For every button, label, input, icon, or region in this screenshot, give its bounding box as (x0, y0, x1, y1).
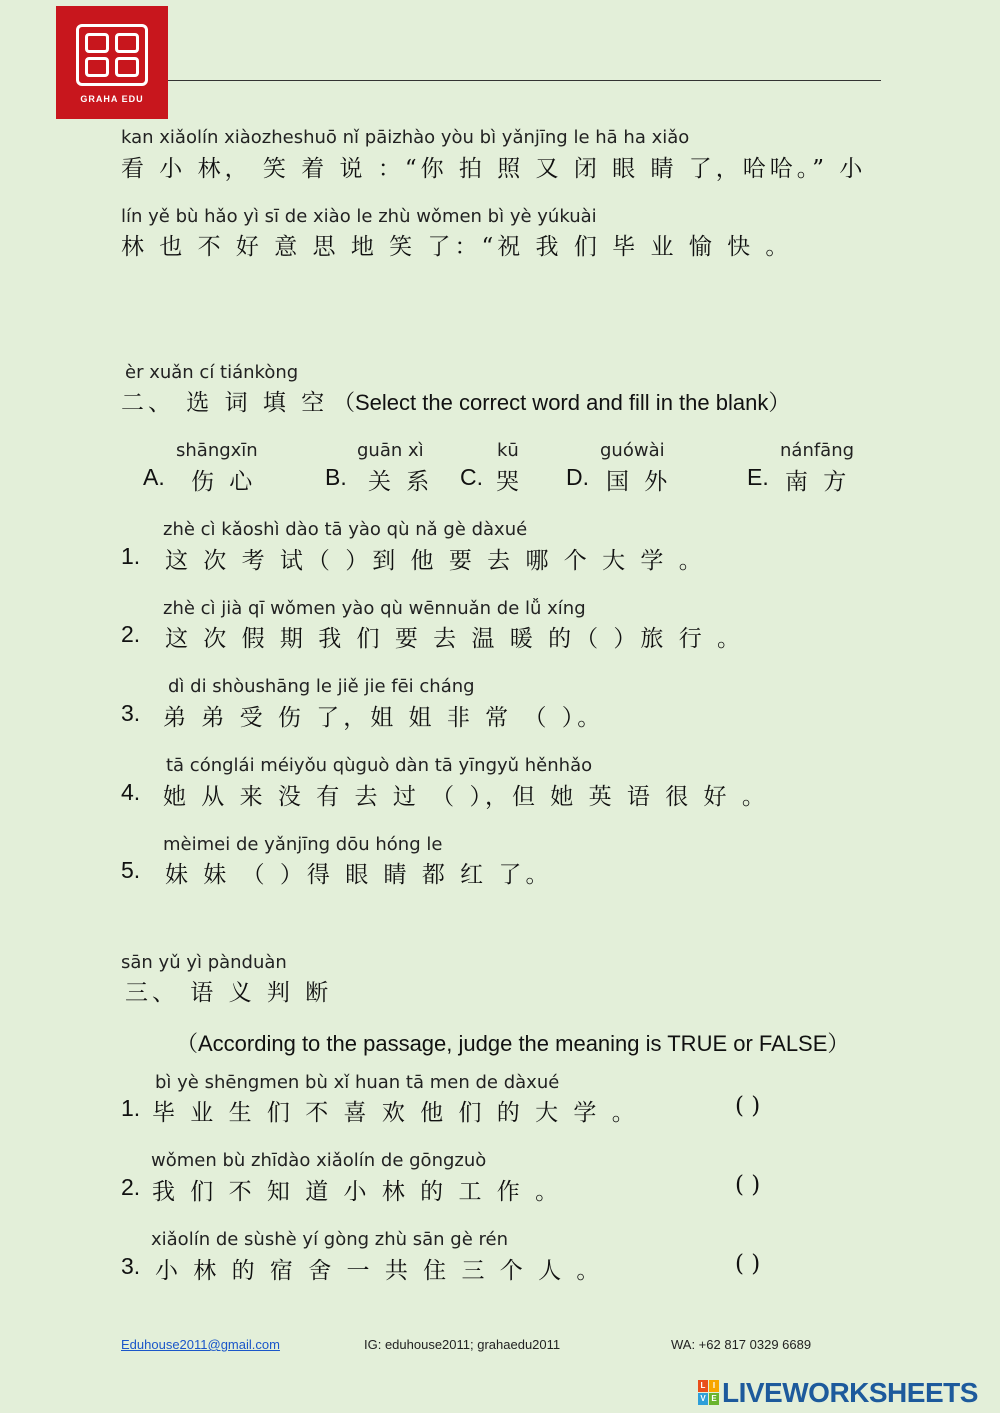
option-a-pinyin: shāngxīn (176, 440, 258, 461)
fill-question-4-number: 4. (121, 779, 141, 805)
option-d-pinyin: guówài (600, 440, 665, 461)
fill-question-1-number: 1. (121, 543, 141, 569)
section2-title-pinyin: èr xuǎn cí tiánkòng (125, 362, 299, 383)
judge-question-1-number: 1. (121, 1095, 141, 1121)
option-d-letter: D. (566, 464, 589, 490)
judge-question-2-number: 2. (121, 1174, 141, 1200)
judge-question-3-answer[interactable]: ( ) (735, 1251, 761, 1277)
fill-question-5-pinyin: mèimei de yǎnjīng dōu hóng le (163, 834, 443, 855)
liveworksheets-logo-icon: L I V E (698, 1380, 720, 1406)
judge-question-3-pinyin: xiǎolín de sùshè yí gòng zhù sān gè rén (151, 1229, 509, 1250)
fill-question-2-pinyin: zhè cì jià qī wǒmen yào qù wēnnuǎn de lǚ xíng (163, 598, 586, 619)
judge-question-3-number: 3. (121, 1253, 141, 1279)
option-b-word: 关 系 (368, 469, 434, 495)
section3-title-pinyin: sān yǔ yì pànduàn (121, 952, 287, 973)
passage-line1-text: 看 小 林， 笑 着 说 ：“你 拍 照 又 闭 眼 睛 了，哈哈。” 小 (121, 156, 867, 182)
option-e-pinyin: nánfāng (780, 440, 855, 461)
footer-email-link[interactable]: Eduhouse2011@gmail.com (121, 1337, 280, 1352)
fill-question-4-pinyin: tā cónglái méiyǒu qùguò dàn tā yīngyǔ hěnhǎo (166, 755, 593, 776)
judge-question-1-answer[interactable]: ( ) (735, 1093, 761, 1119)
option-b-pinyin: guān xì (357, 440, 424, 461)
passage-line2-pinyin: lín yě bù hǎo yì sī de xiào le zhù wǒmen bì yè yúkuài (121, 206, 597, 227)
fill-question-3-pinyin: dì di shòushāng le jiě jie fēi cháng (168, 676, 475, 697)
option-e-word: 南 方 (785, 469, 851, 495)
option-c-word: 哭 (496, 469, 523, 495)
judge-question-2-text: 我 们 不 知 道 小 林 的 工 作 。 (152, 1179, 563, 1205)
liveworksheets-text: LIVEWORKSHEETS (722, 1377, 978, 1408)
logo-brand-text: GRAHA EDU (80, 94, 144, 104)
option-c-letter: C. (460, 464, 483, 490)
section2-title-english: （Select the correct word and fill in the blank） (333, 390, 791, 415)
fill-question-5-number: 5. (121, 857, 141, 883)
passage-line1-pinyin: kan xiǎolín xiàozheshuō nǐ pāizhào yòu bì yǎnjīng le hā ha xiǎo (121, 127, 690, 148)
option-d-word: 国 外 (606, 469, 672, 495)
section3-title-english: （According to the passage, judge the meaning is TRUE or FALSE） (176, 1031, 850, 1056)
option-a-word: 伤 心 (191, 469, 257, 495)
graha-edu-logo (56, 6, 168, 119)
option-c-pinyin: kū (497, 440, 519, 461)
fill-question-1-text[interactable]: 这 次 考 试（ ）到 他 要 去 哪 个 大 学 。 (165, 548, 706, 574)
fill-question-2-number: 2. (121, 621, 141, 647)
header-rule (168, 80, 881, 81)
liveworksheets-watermark (698, 1377, 978, 1409)
fill-question-4-text[interactable]: 她 从 来 没 有 去 过 （ ），但 她 英 语 很 好 。 (163, 784, 769, 810)
judge-question-3-text: 小 林 的 宿 舍 一 共 住 三 个 人 。 (155, 1258, 604, 1284)
fill-question-2-text[interactable]: 这 次 假 期 我 们 要 去 温 暖 的（ ）旅 行 。 (165, 626, 745, 652)
judge-question-1-pinyin: bì yè shēngmen bù xǐ huan tā men de dàxué (155, 1072, 560, 1093)
option-b-letter: B. (325, 464, 347, 490)
footer-instagram: IG: eduhouse2011; grahaedu2011 (364, 1337, 561, 1352)
seal-glyph-icon (76, 24, 148, 86)
fill-question-1-pinyin: zhè cì kǎoshì dào tā yào qù nǎ gè dàxué (163, 519, 528, 540)
section2-title: 二、 选 词 填 空 (121, 390, 329, 416)
judge-question-2-answer[interactable]: ( ) (735, 1172, 761, 1198)
option-e-letter: E. (747, 464, 769, 490)
fill-question-3-text[interactable]: 弟 弟 受 伤 了，姐 姐 非 常 （ ）。 (163, 705, 605, 731)
judge-question-1-text: 毕 业 生 们 不 喜 欢 他 们 的 大 学 。 (152, 1100, 639, 1126)
judge-question-2-pinyin: wǒmen bù zhīdào xiǎolín de gōngzuò (151, 1150, 487, 1171)
section3-title: 三、 语 义 判 断 (125, 980, 333, 1006)
option-a-letter: A. (143, 464, 165, 490)
fill-question-5-text[interactable]: 妹 妹 （ ）得 眼 睛 都 红 了。 (165, 862, 553, 888)
fill-question-3-number: 3. (121, 700, 141, 726)
passage-line2-text: 林 也 不 好 意 思 地 笑 了：“祝 我 们 毕 业 愉 快 。 (121, 234, 793, 260)
footer-whatsapp: WA: +62 817 0329 6689 (671, 1337, 812, 1352)
